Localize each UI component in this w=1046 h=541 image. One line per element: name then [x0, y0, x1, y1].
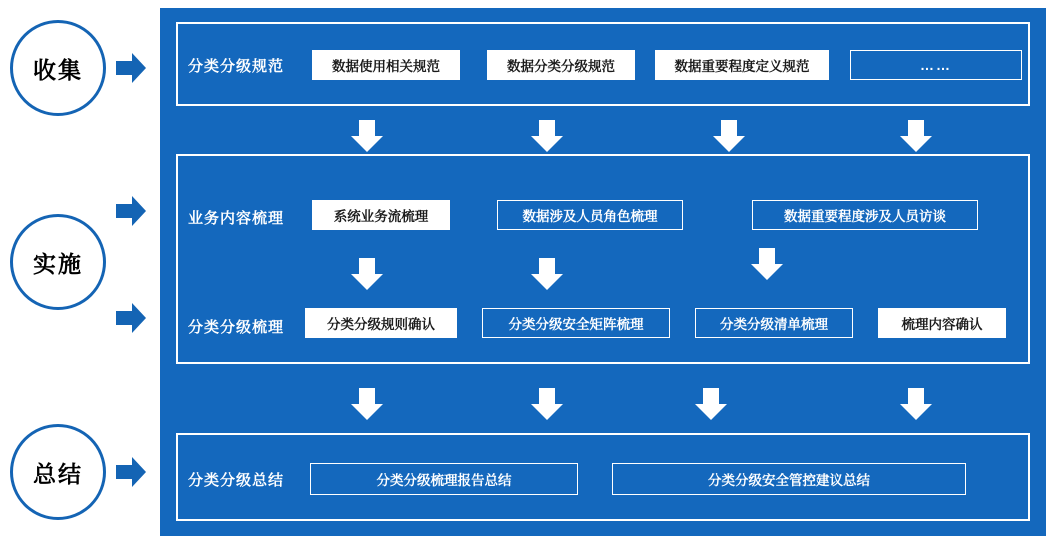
chip-system-business-flow[interactable]: 系统业务流梳理: [312, 200, 450, 230]
row-label-summary: 分类分级总结: [188, 472, 285, 489]
arrow-down-summary-2: [529, 386, 565, 422]
stage-circle-collect[interactable]: [10, 20, 106, 116]
chip-data-usage-spec[interactable]: 数据使用相关规范: [312, 50, 460, 80]
arrow-down-summary-4: [898, 386, 934, 422]
arrow-down-spec-1: [349, 118, 385, 154]
arrow-right-implement-upper: [114, 194, 148, 228]
row-label-business-content: 业务内容梳理: [188, 210, 285, 227]
arrow-down-impl-2: [529, 256, 565, 292]
arrow-right-summary: [114, 455, 148, 489]
arrow-down-spec-4: [898, 118, 934, 154]
chip-content-confirmation[interactable]: 梳理内容确认: [878, 308, 1006, 338]
stage-label-summary: 总结: [33, 460, 83, 487]
chip-sorting-report-summary[interactable]: 分类分级梳理报告总结: [310, 463, 578, 495]
stage-circle-implement[interactable]: [10, 214, 106, 310]
arrow-right-implement-lower: [114, 301, 148, 335]
chip-security-control-advice-summary[interactable]: 分类分级安全管控建议总结: [612, 463, 966, 495]
row-label-classification-sorting: 分类分级梳理: [188, 319, 285, 336]
chip-importance-personnel-interview[interactable]: 数据重要程度涉及人员访谈: [752, 200, 978, 230]
arrow-down-summary-3: [693, 386, 729, 422]
arrow-down-spec-3: [711, 118, 747, 154]
chip-rule-confirmation[interactable]: 分类分级规则确认: [305, 308, 457, 338]
chip-security-matrix-sorting[interactable]: 分类分级安全矩阵梳理: [482, 308, 670, 338]
process-panel: [160, 8, 1046, 536]
arrow-down-summary-1: [349, 386, 385, 422]
stage-label-collect: 收集: [33, 56, 83, 83]
stage-label-implement: 实施: [33, 250, 83, 277]
arrow-down-impl-1: [349, 256, 385, 292]
arrow-right-collect: [114, 51, 148, 85]
arrow-down-impl-3: [749, 246, 785, 282]
chip-ellipsis[interactable]: ……: [850, 50, 1022, 80]
row-label-specification: 分类分级规范: [188, 58, 285, 75]
chip-classification-list-sorting[interactable]: 分类分级清单梳理: [695, 308, 853, 338]
stage-circle-summary[interactable]: [10, 424, 106, 520]
chip-data-personnel-roles[interactable]: 数据涉及人员角色梳理: [497, 200, 683, 230]
chip-data-importance-definition-spec[interactable]: 数据重要程度定义规范: [655, 50, 829, 80]
arrow-down-spec-2: [529, 118, 565, 154]
chip-data-classification-spec[interactable]: 数据分类分级规范: [487, 50, 635, 80]
